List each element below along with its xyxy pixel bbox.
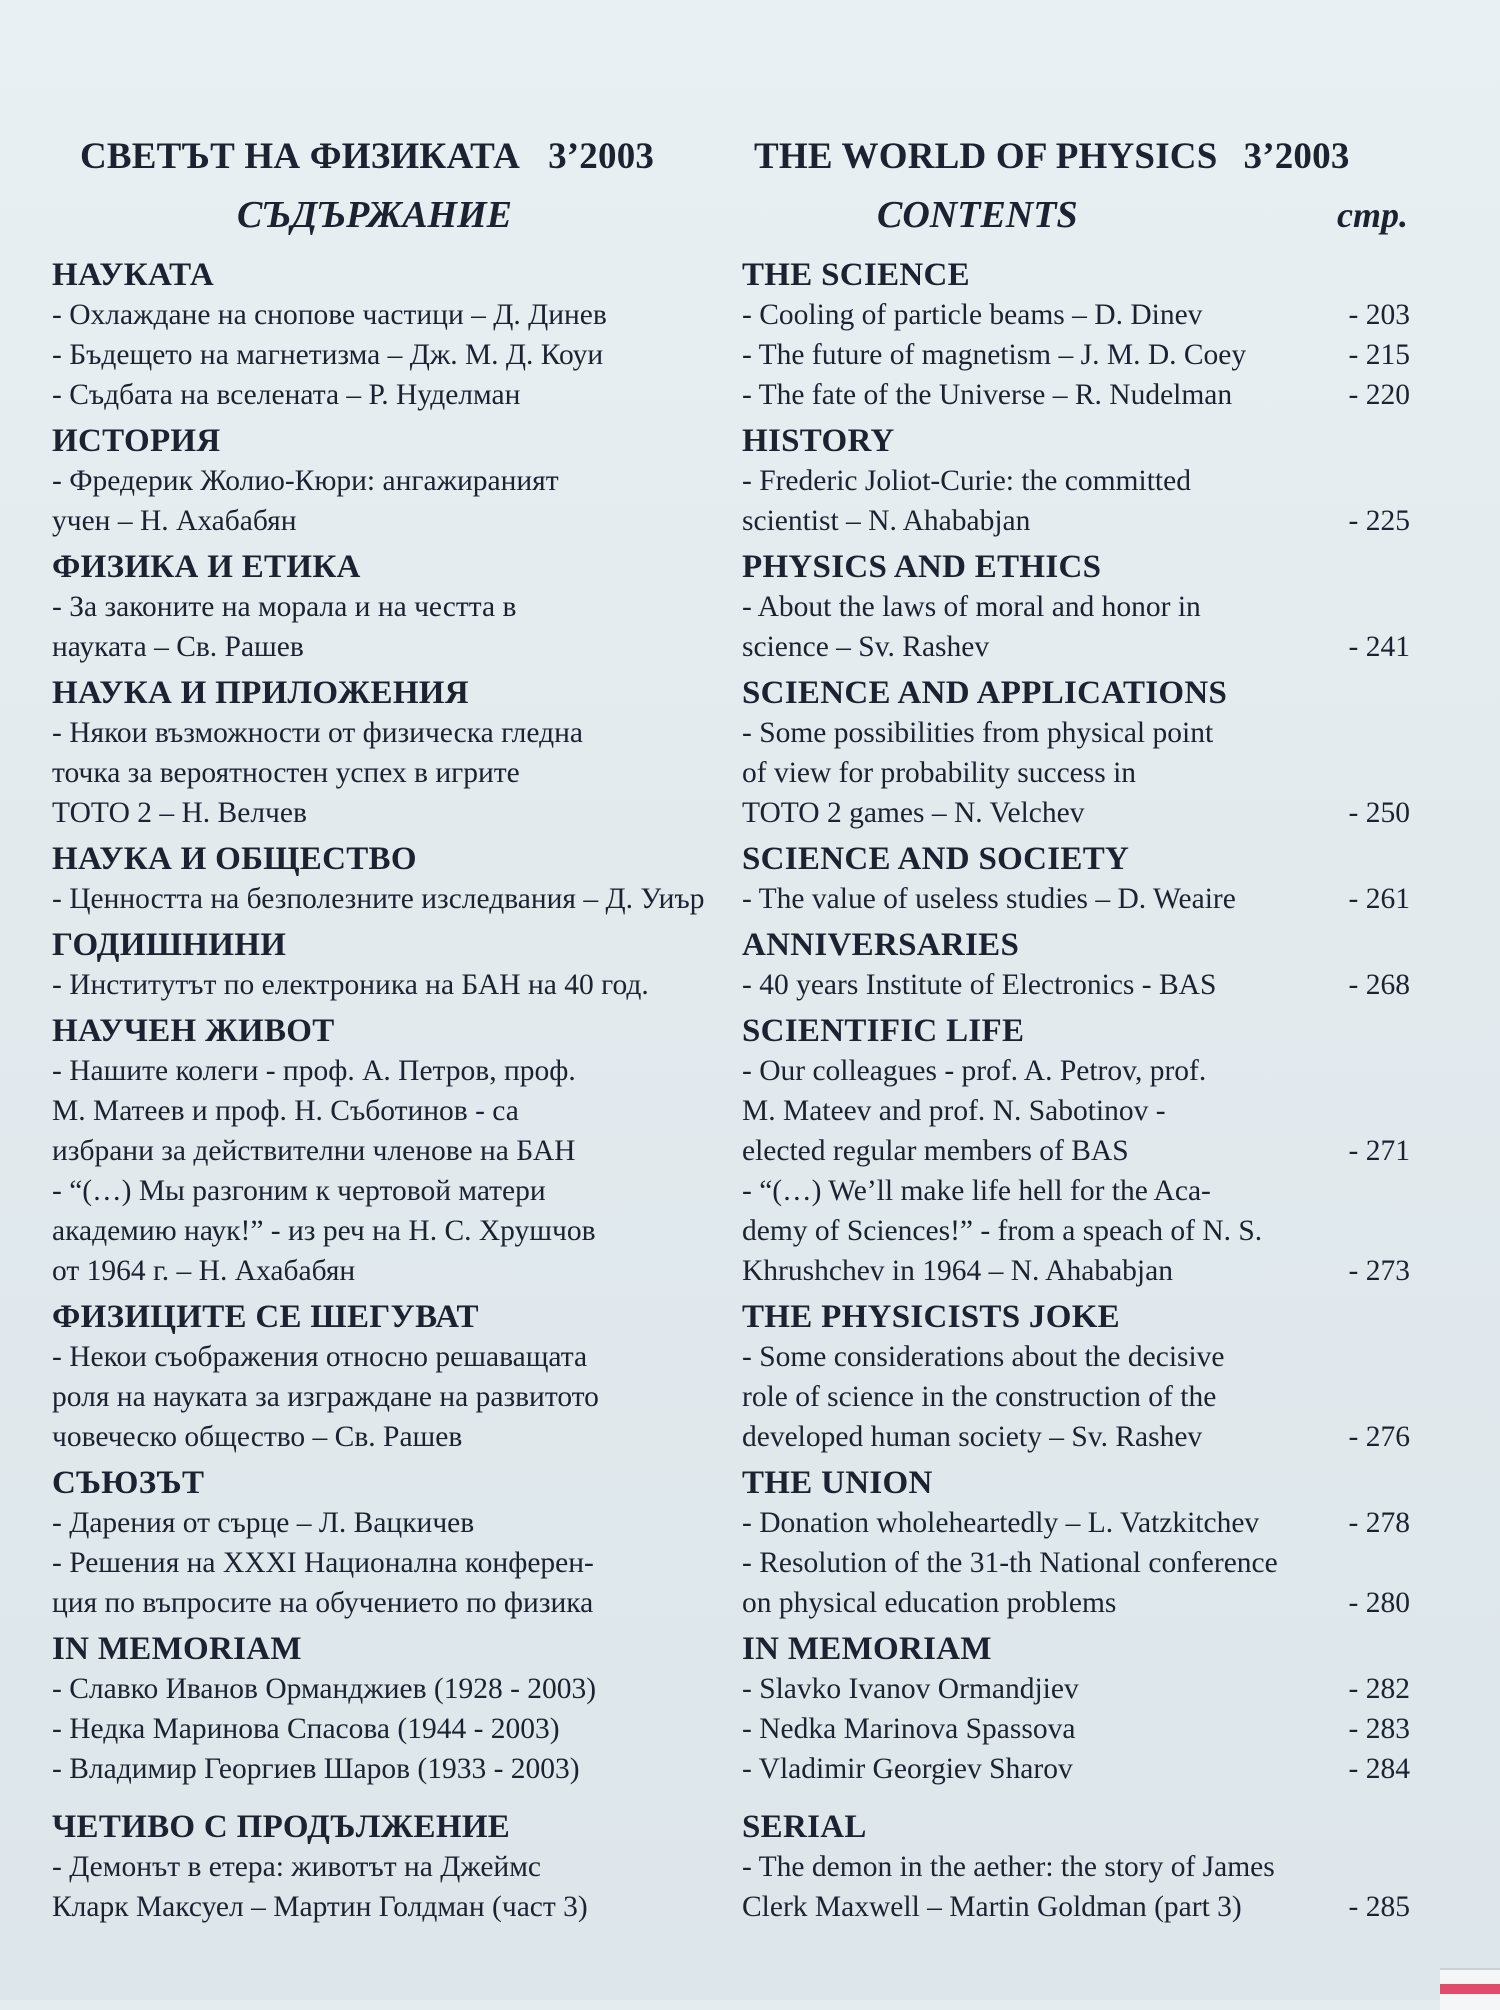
entry-line: от 1964 г. – Н. Ахабабян	[52, 1255, 356, 1287]
bg-toc-entry	[52, 879, 732, 919]
en-section	[742, 421, 1410, 541]
en-sections	[742, 255, 1410, 1927]
entry-line: - Frederic Joliot-Curie: the committed	[742, 465, 1191, 497]
entry-line: роля на науката за изграждане на развитото	[52, 1381, 599, 1413]
page-number: - 284	[1348, 1753, 1410, 1785]
en-section	[742, 547, 1410, 667]
entry-text	[742, 1709, 1410, 1749]
bg-toc-entry	[52, 965, 732, 1005]
en-section-title: PHYSICS AND ETHICS	[742, 549, 1102, 585]
entry-text	[52, 375, 732, 415]
entry-line: - Дарения от сърце – Л. Вацкичев	[52, 1507, 475, 1539]
bg-section	[52, 925, 732, 1005]
entry-line: - Съдбата на вселената – Р. Нуделман	[52, 379, 521, 411]
entry-line: - 40 years Institute of Electronics - BAS	[742, 969, 1217, 1001]
entry-text	[52, 1051, 732, 1171]
entry-line: - Our colleagues - prof. A. Petrov, prof.	[742, 1055, 1207, 1087]
en-section	[742, 1297, 1410, 1457]
entry-text	[742, 1171, 1410, 1291]
bg-toc-entry	[52, 713, 732, 833]
entry-line: Clerk Maxwell – Martin Goldman (part 3)	[742, 1891, 1242, 1923]
bg-toc-entry	[52, 1051, 732, 1171]
entry-text	[52, 1543, 732, 1623]
entry-line: - Охлаждане на снопове частици – Д. Динев	[52, 299, 607, 331]
page-number: - 203	[1348, 299, 1410, 331]
bg-toc-entry	[52, 1709, 732, 1749]
entry-line: - The demon in the aether: the story of James	[742, 1851, 1275, 1883]
entry-text	[742, 1669, 1410, 1709]
page-number: - 220	[1348, 379, 1410, 411]
entry-text	[52, 1171, 732, 1291]
en-toc-entry	[742, 713, 1410, 833]
entry-text	[52, 461, 732, 541]
entry-line: - Решения на XXXI Национална конферен-	[52, 1547, 594, 1579]
page-number: - 241	[1348, 631, 1410, 663]
entry-line: - Демонът в етера: животът на Джеймс	[52, 1851, 541, 1883]
en-section-title: SCIENTIFIC LIFE	[742, 1013, 1025, 1049]
entry-text	[52, 965, 732, 1005]
entry-line: - Владимир Георгиев Шаров (1933 - 2003)	[52, 1753, 580, 1785]
en-section	[742, 673, 1410, 833]
en-toc-entry	[742, 1669, 1410, 1709]
bg-section	[52, 1297, 732, 1457]
entry-line: - Slavko Ivanov Ormandjiev	[742, 1673, 1079, 1705]
en-section-title: SERIAL	[742, 1809, 867, 1845]
en-magazine-title	[742, 135, 1410, 179]
entry-line: - Ценността на безполезните изследвания – Д. Уиър	[52, 883, 705, 915]
bg-toc-entry	[52, 335, 732, 375]
bg-issue: 3’2003	[548, 136, 655, 177]
entry-text	[742, 879, 1410, 919]
bg-toc-entry	[52, 1171, 732, 1291]
entry-line: Khrushchev in 1964 – N. Ahababjan	[742, 1255, 1173, 1287]
bg-magazine-title	[52, 135, 732, 179]
entry-text	[52, 335, 732, 375]
en-section-title: HISTORY	[742, 423, 895, 459]
en-toc-entry	[742, 1503, 1410, 1543]
en-section	[742, 925, 1410, 1005]
en-section	[742, 1011, 1410, 1291]
page-number: - 215	[1348, 339, 1410, 371]
entry-line: - “(…) We’ll make life hell for the Aca-	[742, 1175, 1211, 1207]
bg-section	[52, 1807, 732, 1927]
bg-section	[52, 1463, 732, 1623]
bg-section-title: НАУКАТА	[52, 257, 214, 293]
entry-line: - The future of magnetism – J. M. D. Coey	[742, 339, 1247, 371]
entry-line: ция по въпросите на обучението по физика	[52, 1587, 594, 1619]
en-contents-row	[742, 187, 1410, 249]
en-toc-entry	[742, 375, 1410, 415]
bg-section	[52, 1629, 732, 1789]
en-issue: 3’2003	[1243, 136, 1350, 177]
bg-toc-entry	[52, 587, 732, 667]
bg-toc-entry	[52, 461, 732, 541]
entry-text	[52, 1749, 732, 1789]
bg-section-title: НАУКА И ОБЩЕСТВО	[52, 841, 417, 877]
en-section-title: IN MEMORIAM	[742, 1631, 992, 1667]
en-toc-entry	[742, 1749, 1410, 1789]
entry-line: - Nedka Marinova Spassova	[742, 1713, 1076, 1745]
en-toc-entry	[742, 1847, 1410, 1927]
page-number: - 282	[1348, 1673, 1410, 1705]
library-sticker	[1440, 1968, 1500, 2010]
bg-toc-entry	[52, 1749, 732, 1789]
entry-text	[742, 1337, 1410, 1457]
en-title-text: THE WORLD OF PHYSICS	[754, 136, 1218, 177]
entry-line: - За законите на морала и на честта в	[52, 591, 517, 623]
en-section	[742, 1629, 1410, 1789]
entry-line: - Някои възможности от физическа гледна	[52, 717, 583, 749]
page-number: - 225	[1348, 505, 1410, 537]
en-section	[742, 255, 1410, 415]
entry-text	[742, 965, 1410, 1005]
entry-text	[52, 587, 732, 667]
entry-line: on physical education problems	[742, 1587, 1117, 1619]
entry-text	[52, 879, 732, 919]
entry-text	[742, 295, 1410, 335]
en-toc-entry	[742, 1051, 1410, 1171]
en-section	[742, 1463, 1410, 1623]
bg-toc-entry	[52, 295, 732, 335]
entry-line: M. Mateev and prof. N. Sabotinov -	[742, 1095, 1166, 1127]
entry-line: - Институтът по електроника на БАН на 40 год.	[52, 969, 649, 1001]
en-section-title: THE UNION	[742, 1465, 933, 1501]
entry-line: учен – Н. Ахабабян	[52, 505, 297, 537]
entry-line: - Славко Иванов Орманджиев (1928 - 2003)	[52, 1673, 597, 1705]
entry-text	[742, 1051, 1410, 1171]
en-toc-entry	[742, 965, 1410, 1005]
bg-section	[52, 421, 732, 541]
entry-line: ТОТО 2 – Н. Велчев	[52, 797, 307, 829]
en-toc-entry	[742, 1543, 1410, 1623]
en-toc-entry	[742, 879, 1410, 919]
bg-toc-entry	[52, 375, 732, 415]
entry-line: - Недка Маринова Спасова (1944 - 2003)	[52, 1713, 560, 1745]
entry-line: demy of Sciences!” - from a speach of N. S.	[742, 1215, 1263, 1247]
entry-line: - Resolution of the 31-th National conference	[742, 1547, 1278, 1579]
en-section	[742, 839, 1410, 919]
page-number: - 250	[1348, 797, 1410, 829]
entry-line: избрани за действителни членове на БАН	[52, 1135, 576, 1167]
entry-line: developed human society – Sv. Rashev	[742, 1421, 1203, 1453]
bg-section-title: IN MEMORIAM	[52, 1631, 302, 1667]
entry-line: Кларк Максуел – Мартин Голдман (част 3)	[52, 1891, 588, 1923]
en-section	[742, 1807, 1410, 1927]
en-section-title: SCIENCE AND APPLICATIONS	[742, 675, 1228, 711]
page-number: - 280	[1348, 1587, 1410, 1619]
bg-section-title: НАУКА И ПРИЛОЖЕНИЯ	[52, 675, 469, 711]
bg-section-title: ИСТОРИЯ	[52, 423, 221, 459]
sticker-stripe	[1440, 1984, 1500, 1994]
en-toc-entry	[742, 461, 1410, 541]
entry-line: - Some considerations about the decisive	[742, 1341, 1225, 1373]
entry-text	[52, 295, 732, 335]
bg-toc-entry	[52, 1503, 732, 1543]
entry-line: of view for probability success in	[742, 757, 1137, 789]
entry-text	[742, 1503, 1410, 1543]
page-number: - 273	[1348, 1255, 1410, 1287]
entry-line: - Vladimir Georgiev Sharov	[742, 1753, 1073, 1785]
en-toc-entry	[742, 1171, 1410, 1291]
entry-line: - About the laws of moral and honor in	[742, 591, 1201, 623]
bg-contents-row	[52, 187, 732, 249]
entry-line: - Donation wholeheartedly – L. Vatzkitchev	[742, 1507, 1260, 1539]
entry-line: - Бъдещето на магнетизма – Дж. М. Д. Коуи	[52, 339, 604, 371]
bg-section-title: СЪЮЗЪТ	[52, 1465, 205, 1501]
en-section-title: THE PHYSICISTS JOKE	[742, 1299, 1120, 1335]
bg-toc-entry	[52, 1337, 732, 1457]
entry-line: role of science in the construction of the	[742, 1381, 1217, 1413]
page-number: - 283	[1348, 1713, 1410, 1745]
bg-section-title: ЧЕТИВО С ПРОДЪЛЖЕНИЕ	[52, 1809, 511, 1845]
bg-toc-entry	[52, 1543, 732, 1623]
bg-section	[52, 673, 732, 833]
bg-section-title: ГОДИШНИНИ	[52, 927, 287, 963]
page-number: - 278	[1348, 1507, 1410, 1539]
entry-text	[742, 713, 1410, 833]
bg-section-title: НАУЧЕН ЖИВОТ	[52, 1013, 335, 1049]
entry-text	[52, 1503, 732, 1543]
entry-line: - Фредерик Жолио-Кюри: ангажираният	[52, 465, 559, 497]
bg-title-text: СВЕТЪТ НА ФИЗИКАТА	[80, 136, 521, 177]
en-contents-heading: CONTENTS	[877, 194, 1078, 236]
entry-text	[52, 1847, 732, 1927]
page-number: - 271	[1348, 1135, 1410, 1167]
entry-text	[52, 1669, 732, 1709]
entry-line: - Cooling of particle beams – D. Dinev	[742, 299, 1203, 331]
page-number: - 285	[1348, 1891, 1410, 1923]
entry-text	[742, 1847, 1410, 1927]
en-toc-entry	[742, 1337, 1410, 1457]
entry-line: - Некои съображения относно решаващата	[52, 1341, 588, 1373]
en-toc-entry	[742, 587, 1410, 667]
entry-line: science – Sv. Rashev	[742, 631, 990, 663]
entry-text	[52, 1709, 732, 1749]
entry-line: точка за вероятностен успех в игрите	[52, 757, 520, 789]
english-column	[742, 135, 1410, 1927]
entry-line: elected regular members of BAS	[742, 1135, 1129, 1167]
entry-text	[742, 587, 1410, 667]
bulgarian-column	[52, 135, 732, 1927]
entry-line: човеческо общество – Св. Рашев	[52, 1421, 463, 1453]
bg-section	[52, 255, 732, 415]
bg-section-title: ФИЗИЦИТЕ СЕ ШЕГУВАТ	[52, 1299, 479, 1335]
bg-section-title: ФИЗИКА И ЕТИКА	[52, 549, 361, 585]
en-toc-entry	[742, 295, 1410, 335]
entry-text	[52, 1337, 732, 1457]
entry-line: scientist – N. Ahababjan	[742, 505, 1031, 537]
page-number: - 276	[1348, 1421, 1410, 1453]
en-section-title: ANNIVERSARIES	[742, 927, 1020, 963]
entry-line: академию наук!” - из реч на Н. С. Хрушчов	[52, 1215, 596, 1247]
entry-line: TOTO 2 games – N. Velchev	[742, 797, 1085, 829]
page-number: - 268	[1348, 969, 1410, 1001]
entry-text	[742, 1543, 1410, 1623]
en-section-title: THE SCIENCE	[742, 257, 970, 293]
entry-line: - “(…) Мы разгоним к чертовой матери	[52, 1175, 546, 1207]
bg-contents-heading: СЪДЪРЖАНИЕ	[237, 194, 513, 236]
page-number: - 261	[1348, 883, 1410, 915]
bg-section	[52, 839, 732, 919]
entry-line: - The value of useless studies – D. Weaire	[742, 883, 1236, 915]
bg-section	[52, 547, 732, 667]
entry-text	[742, 375, 1410, 415]
entry-text	[52, 713, 732, 833]
entry-text	[742, 335, 1410, 375]
en-toc-entry	[742, 1709, 1410, 1749]
entry-line: науката – Св. Рашев	[52, 631, 304, 663]
entry-line: - The fate of the Universe – R. Nudelman	[742, 379, 1233, 411]
page-column-label: стр.	[1337, 195, 1408, 235]
bg-toc-entry	[52, 1847, 732, 1927]
en-toc-entry	[742, 335, 1410, 375]
entry-line: - Нашите колеги - проф. А. Петров, проф.	[52, 1055, 576, 1087]
en-section-title: SCIENCE AND SOCIETY	[742, 841, 1130, 877]
entry-text	[742, 1749, 1410, 1789]
entry-line: - Some possibilities from physical point	[742, 717, 1214, 749]
bg-section	[52, 1011, 732, 1291]
entry-text	[742, 461, 1410, 541]
bg-sections	[52, 255, 732, 1927]
entry-line: М. Матеев и проф. Н. Съботинов - са	[52, 1095, 519, 1127]
bg-toc-entry	[52, 1669, 732, 1709]
